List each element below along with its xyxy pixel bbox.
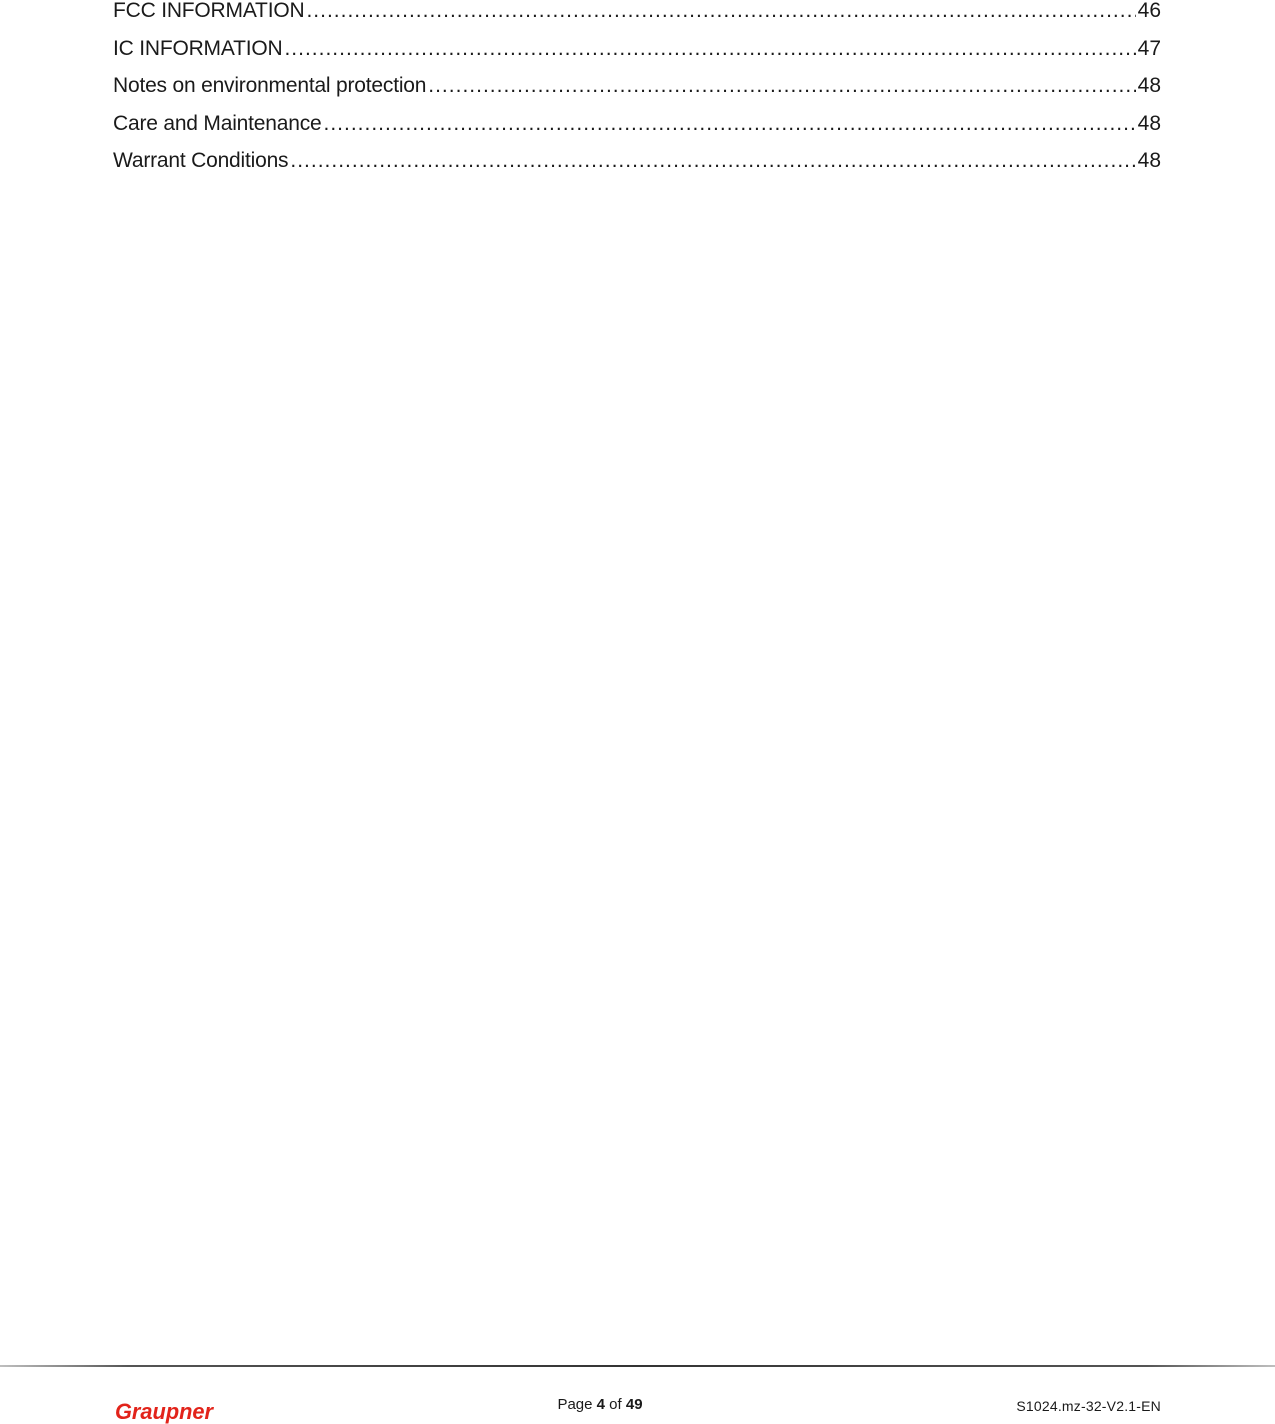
toc-entry-environmental-protection[interactable] [113, 67, 1161, 105]
toc-entry-page-number: 46 [1137, 0, 1161, 22]
toc-dot-leader [323, 105, 1135, 143]
toc-entry-page-number: 48 [1137, 149, 1161, 172]
toc-entry-title: Warrant Conditions [113, 149, 289, 172]
toc-entry-title: IC INFORMATION [113, 36, 283, 60]
toc-dot-leader [428, 67, 1135, 105]
table-of-contents [113, 0, 1161, 180]
toc-entry-title: Care and Maintenance [113, 111, 322, 135]
toc-entry-page-number: 48 [1137, 111, 1161, 135]
toc-entry-ic-information[interactable] [113, 30, 1161, 68]
toc-entry-warrant-conditions[interactable] [113, 142, 1161, 180]
toc-entry-care-and-maintenance[interactable] [113, 105, 1161, 143]
toc-entry-title: FCC INFORMATION [113, 0, 305, 22]
page-total: 49 [625, 1396, 643, 1413]
toc-dot-leader [284, 30, 1135, 68]
svg-text:Graupner: Graupner [115, 1399, 215, 1424]
toc-dot-leader [290, 142, 1135, 180]
toc-entry-fcc-information[interactable] [113, 0, 1161, 30]
document-id: S1024.mz-32-V2.1-EN [1016, 1398, 1161, 1414]
toc-entry-page-number: 47 [1137, 36, 1161, 60]
toc-entry-page-number: 48 [1137, 74, 1161, 97]
page-current: 4 [596, 1396, 605, 1413]
footer-divider [0, 1365, 1275, 1367]
page-of: of [609, 1396, 622, 1413]
toc-dot-leader [306, 0, 1135, 30]
page-prefix: Page [557, 1396, 593, 1413]
toc-entry-title: Notes on environmental protection [113, 74, 427, 97]
